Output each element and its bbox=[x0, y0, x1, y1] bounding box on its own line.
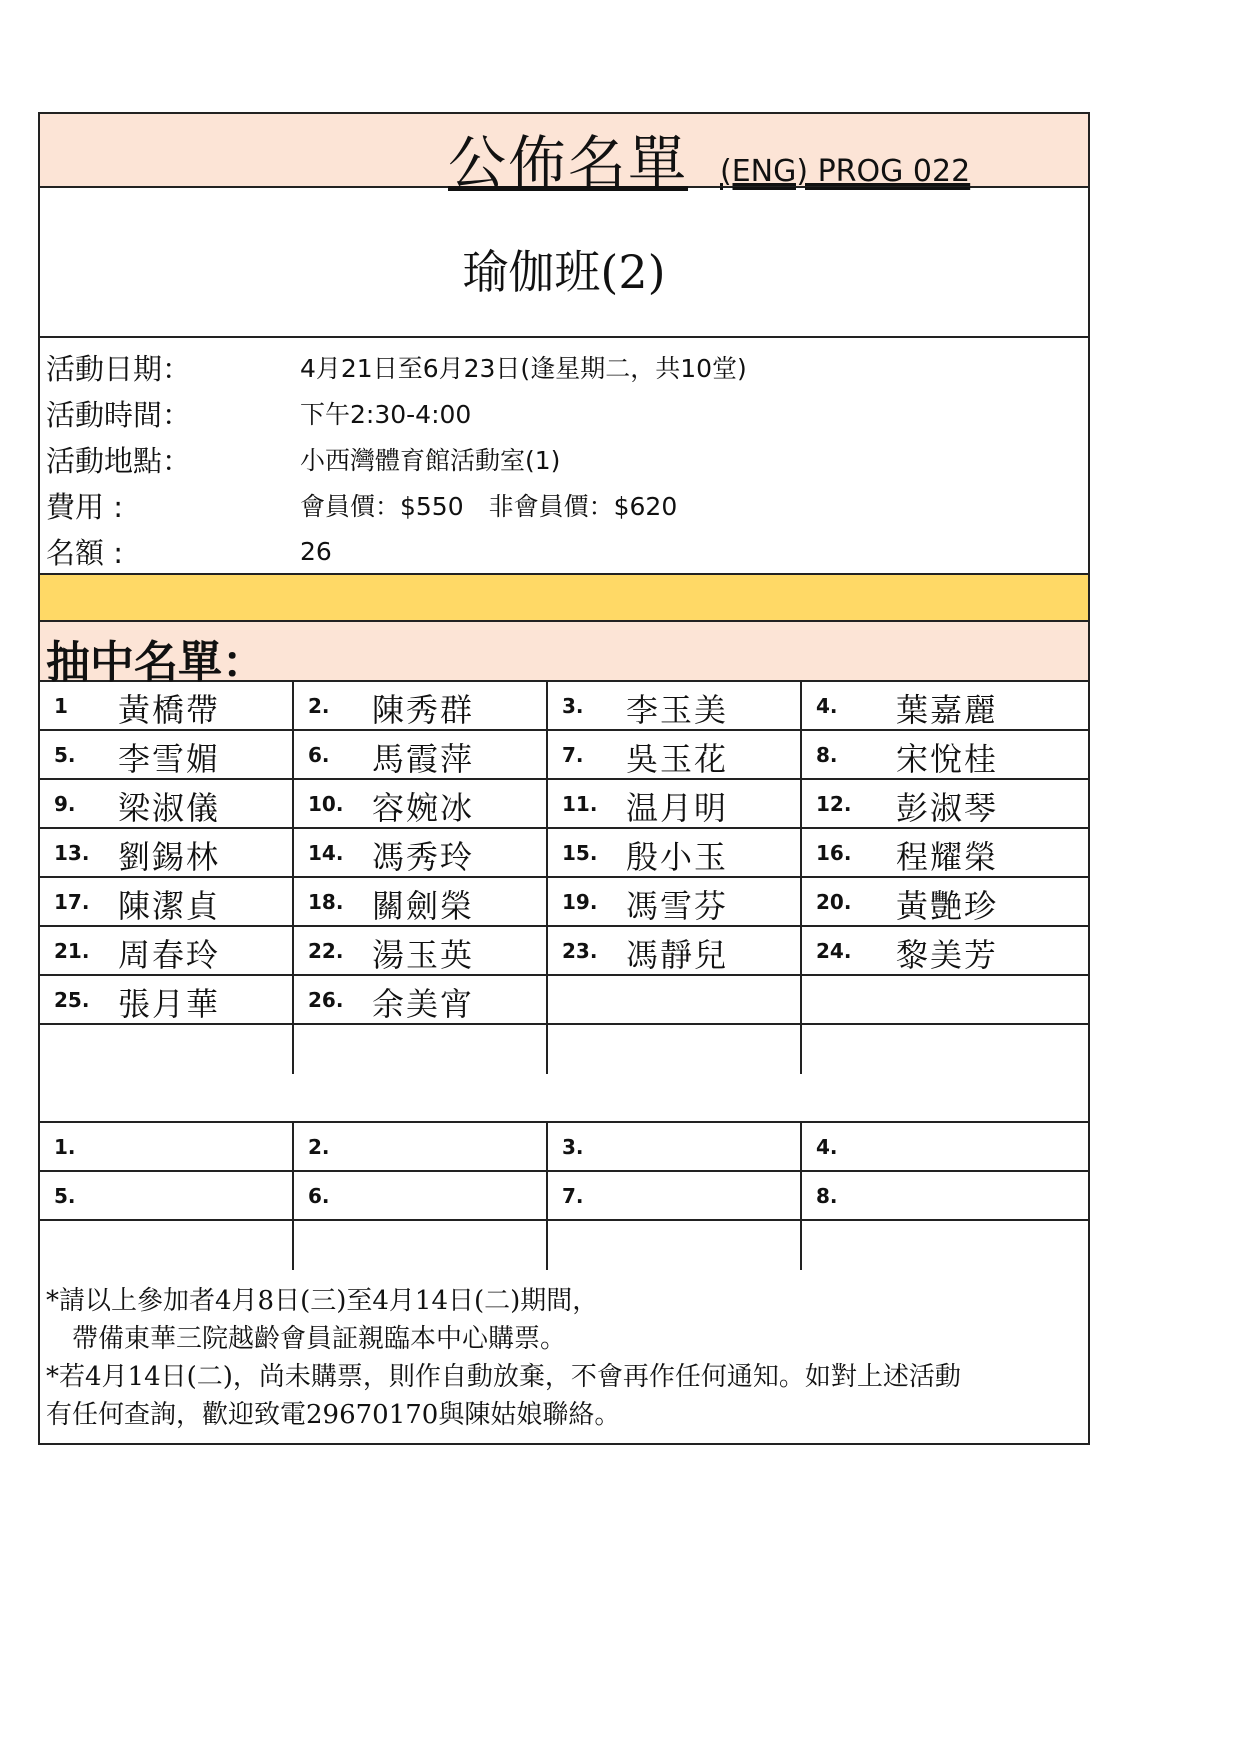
table-row bbox=[40, 878, 1088, 927]
participant-name: 馮靜兒 bbox=[626, 936, 729, 974]
entry-number: 7. bbox=[562, 1184, 584, 1208]
table-cell bbox=[548, 878, 802, 925]
info-label: 活動地點： bbox=[46, 443, 192, 478]
participant-name: 程耀榮 bbox=[896, 838, 999, 876]
waitlist-grid bbox=[40, 1123, 1088, 1270]
table-cell bbox=[40, 829, 294, 876]
entry-number: 1 bbox=[54, 694, 68, 718]
entry-number: 6. bbox=[308, 743, 330, 767]
info-fee bbox=[40, 482, 1088, 528]
table-cell bbox=[294, 780, 548, 827]
info-section bbox=[40, 338, 1088, 575]
winners-grid bbox=[40, 682, 1088, 1074]
info-value: 4月21日至6月23日(逢星期二，共10堂) bbox=[300, 354, 747, 383]
entry-number: 7. bbox=[562, 743, 584, 767]
separator-row bbox=[40, 1074, 1088, 1123]
participant-name: 關劍榮 bbox=[372, 887, 475, 925]
winners-header bbox=[40, 622, 1088, 688]
table-row bbox=[40, 731, 1088, 780]
table-cell bbox=[548, 1025, 802, 1074]
entry-number: 24. bbox=[816, 939, 852, 963]
table-row bbox=[40, 829, 1088, 878]
entry-number: 12. bbox=[816, 792, 852, 816]
table-cell bbox=[802, 976, 1088, 1023]
entry-number: 13. bbox=[54, 841, 90, 865]
table-cell bbox=[294, 976, 548, 1023]
entry-number: 2. bbox=[308, 1135, 330, 1159]
info-label: 活動日期： bbox=[46, 351, 192, 386]
table-cell bbox=[294, 1123, 548, 1170]
table-row bbox=[40, 1221, 1088, 1270]
table-cell bbox=[40, 878, 294, 925]
entry-number: 3. bbox=[562, 1135, 584, 1159]
table-cell bbox=[294, 1172, 548, 1219]
info-quota bbox=[40, 528, 1088, 574]
info-label: 費用 : bbox=[46, 489, 123, 524]
table-cell bbox=[802, 1221, 1088, 1270]
info-value: 下午2:30-4:00 bbox=[300, 400, 472, 429]
entry-number: 16. bbox=[816, 841, 852, 865]
table-cell bbox=[548, 731, 802, 778]
table-cell bbox=[294, 731, 548, 778]
table-cell bbox=[548, 976, 802, 1023]
participant-name: 余美宵 bbox=[372, 985, 475, 1023]
table-cell bbox=[802, 927, 1088, 974]
entry-number: 4. bbox=[816, 1135, 838, 1159]
participant-name: 劉錫林 bbox=[118, 838, 221, 876]
entry-number: 18. bbox=[308, 890, 344, 914]
entry-number: 8. bbox=[816, 1184, 838, 1208]
table-cell bbox=[294, 927, 548, 974]
table-cell bbox=[40, 780, 294, 827]
participant-name: 黃艷珍 bbox=[896, 887, 999, 925]
participant-name: 馮秀玲 bbox=[372, 838, 475, 876]
entry-number: 20. bbox=[816, 890, 852, 914]
info-venue bbox=[40, 436, 1088, 482]
table-cell bbox=[40, 1025, 294, 1074]
notes-section bbox=[40, 1270, 1088, 1443]
entry-number: 1. bbox=[54, 1135, 76, 1159]
entry-number: 10. bbox=[308, 792, 344, 816]
table-row bbox=[40, 682, 1088, 731]
participant-name: 陳潔貞 bbox=[118, 887, 221, 925]
table-cell bbox=[548, 927, 802, 974]
entry-number: 8. bbox=[816, 743, 838, 767]
table-cell bbox=[802, 1123, 1088, 1170]
entry-number: 9. bbox=[54, 792, 76, 816]
participant-name: 馬霞萍 bbox=[372, 740, 475, 778]
entry-number: 3. bbox=[562, 694, 584, 718]
entry-number: 26. bbox=[308, 988, 344, 1012]
entry-number: 6. bbox=[308, 1184, 330, 1208]
entry-number: 19. bbox=[562, 890, 598, 914]
table-cell bbox=[294, 878, 548, 925]
participant-name: 黃橋帶 bbox=[118, 691, 221, 729]
info-value: 26 bbox=[300, 536, 332, 566]
table-row bbox=[40, 780, 1088, 829]
table-cell bbox=[548, 682, 802, 729]
info-time bbox=[40, 390, 1088, 436]
table-cell bbox=[802, 878, 1088, 925]
entry-number: 21. bbox=[54, 939, 90, 963]
table-cell bbox=[802, 682, 1088, 729]
table-row bbox=[40, 976, 1088, 1025]
table-cell bbox=[294, 1221, 548, 1270]
table-cell bbox=[40, 1123, 294, 1170]
participant-name: 周春玲 bbox=[118, 936, 221, 974]
participant-name: 馮雪芬 bbox=[626, 887, 729, 925]
participant-name: 温月明 bbox=[626, 789, 729, 827]
table-cell bbox=[40, 1172, 294, 1219]
table-cell bbox=[548, 780, 802, 827]
table-cell bbox=[802, 1172, 1088, 1219]
entry-number: 5. bbox=[54, 1184, 76, 1208]
participant-name: 殷小玉 bbox=[626, 838, 729, 876]
entry-number: 22. bbox=[308, 939, 344, 963]
program-code: (ENG) PROG 022 bbox=[720, 154, 971, 189]
info-value: 小西灣體育館活動室(1) bbox=[300, 446, 561, 475]
notice-sheet bbox=[38, 112, 1090, 1445]
table-cell bbox=[294, 682, 548, 729]
entry-number: 15. bbox=[562, 841, 598, 865]
table-cell bbox=[40, 976, 294, 1023]
participant-name: 梁淑儀 bbox=[118, 789, 221, 827]
info-label: 活動時間： bbox=[46, 397, 192, 432]
table-cell bbox=[40, 1221, 294, 1270]
participant-name: 彭淑琴 bbox=[896, 789, 999, 827]
table-row bbox=[40, 1123, 1088, 1172]
table-cell bbox=[294, 1025, 548, 1074]
participant-name: 黎美芳 bbox=[896, 936, 999, 974]
table-cell bbox=[40, 927, 294, 974]
info-date bbox=[40, 344, 1088, 390]
highlight-bar bbox=[40, 575, 1088, 622]
note-line: 有任何查詢，歡迎致電29670170與陳姑娘聯絡。 bbox=[46, 1400, 621, 1430]
participant-name: 湯玉英 bbox=[372, 936, 475, 974]
table-cell bbox=[802, 731, 1088, 778]
entry-number: 11. bbox=[562, 792, 598, 816]
participant-name: 吳玉花 bbox=[626, 740, 729, 778]
table-cell bbox=[802, 1025, 1088, 1074]
table-cell bbox=[548, 829, 802, 876]
table-row bbox=[40, 927, 1088, 976]
entry-number: 25. bbox=[54, 988, 90, 1012]
table-cell bbox=[548, 1221, 802, 1270]
table-cell bbox=[802, 780, 1088, 827]
participant-name: 葉嘉麗 bbox=[896, 691, 999, 729]
winners-title: 抽中名單： bbox=[46, 637, 266, 688]
note-line: *若4月14日(二)，尚未購票，則作自動放棄，不會再作任何通知。如對上述活動 bbox=[46, 1362, 961, 1392]
participant-name: 容婉冰 bbox=[372, 789, 475, 827]
entry-number: 4. bbox=[816, 694, 838, 718]
entry-number: 2. bbox=[308, 694, 330, 718]
table-row bbox=[40, 1025, 1088, 1074]
entry-number: 5. bbox=[54, 743, 76, 767]
info-label: 名額 : bbox=[46, 535, 123, 570]
entry-number: 17. bbox=[54, 890, 90, 914]
entry-number: 23. bbox=[562, 939, 598, 963]
info-value: 會員價：$550 非會員價：$620 bbox=[300, 492, 678, 521]
table-cell bbox=[40, 731, 294, 778]
table-cell bbox=[548, 1172, 802, 1219]
entry-number: 14. bbox=[308, 841, 344, 865]
notice-title: 公佈名單 bbox=[448, 129, 689, 197]
table-row bbox=[40, 1172, 1088, 1221]
participant-name: 李玉美 bbox=[626, 691, 729, 729]
table-cell bbox=[294, 829, 548, 876]
participant-name: 陳秀群 bbox=[372, 691, 475, 729]
table-cell bbox=[802, 829, 1088, 876]
table-cell bbox=[40, 682, 294, 729]
header-row bbox=[40, 114, 1088, 197]
participant-name: 宋悅桂 bbox=[896, 740, 999, 778]
course-row bbox=[40, 188, 1088, 338]
note-line: *請以上參加者4月8日(三)至4月14日(二)期間， bbox=[46, 1286, 599, 1316]
note-line: 帶備東華三院越齡會員証親臨本中心購票。 bbox=[46, 1324, 567, 1354]
participant-name: 李雪媚 bbox=[118, 740, 221, 778]
course-name: 瑜伽班(2) bbox=[462, 245, 666, 299]
participant-name: 張月華 bbox=[118, 985, 221, 1023]
table-cell bbox=[548, 1123, 802, 1170]
